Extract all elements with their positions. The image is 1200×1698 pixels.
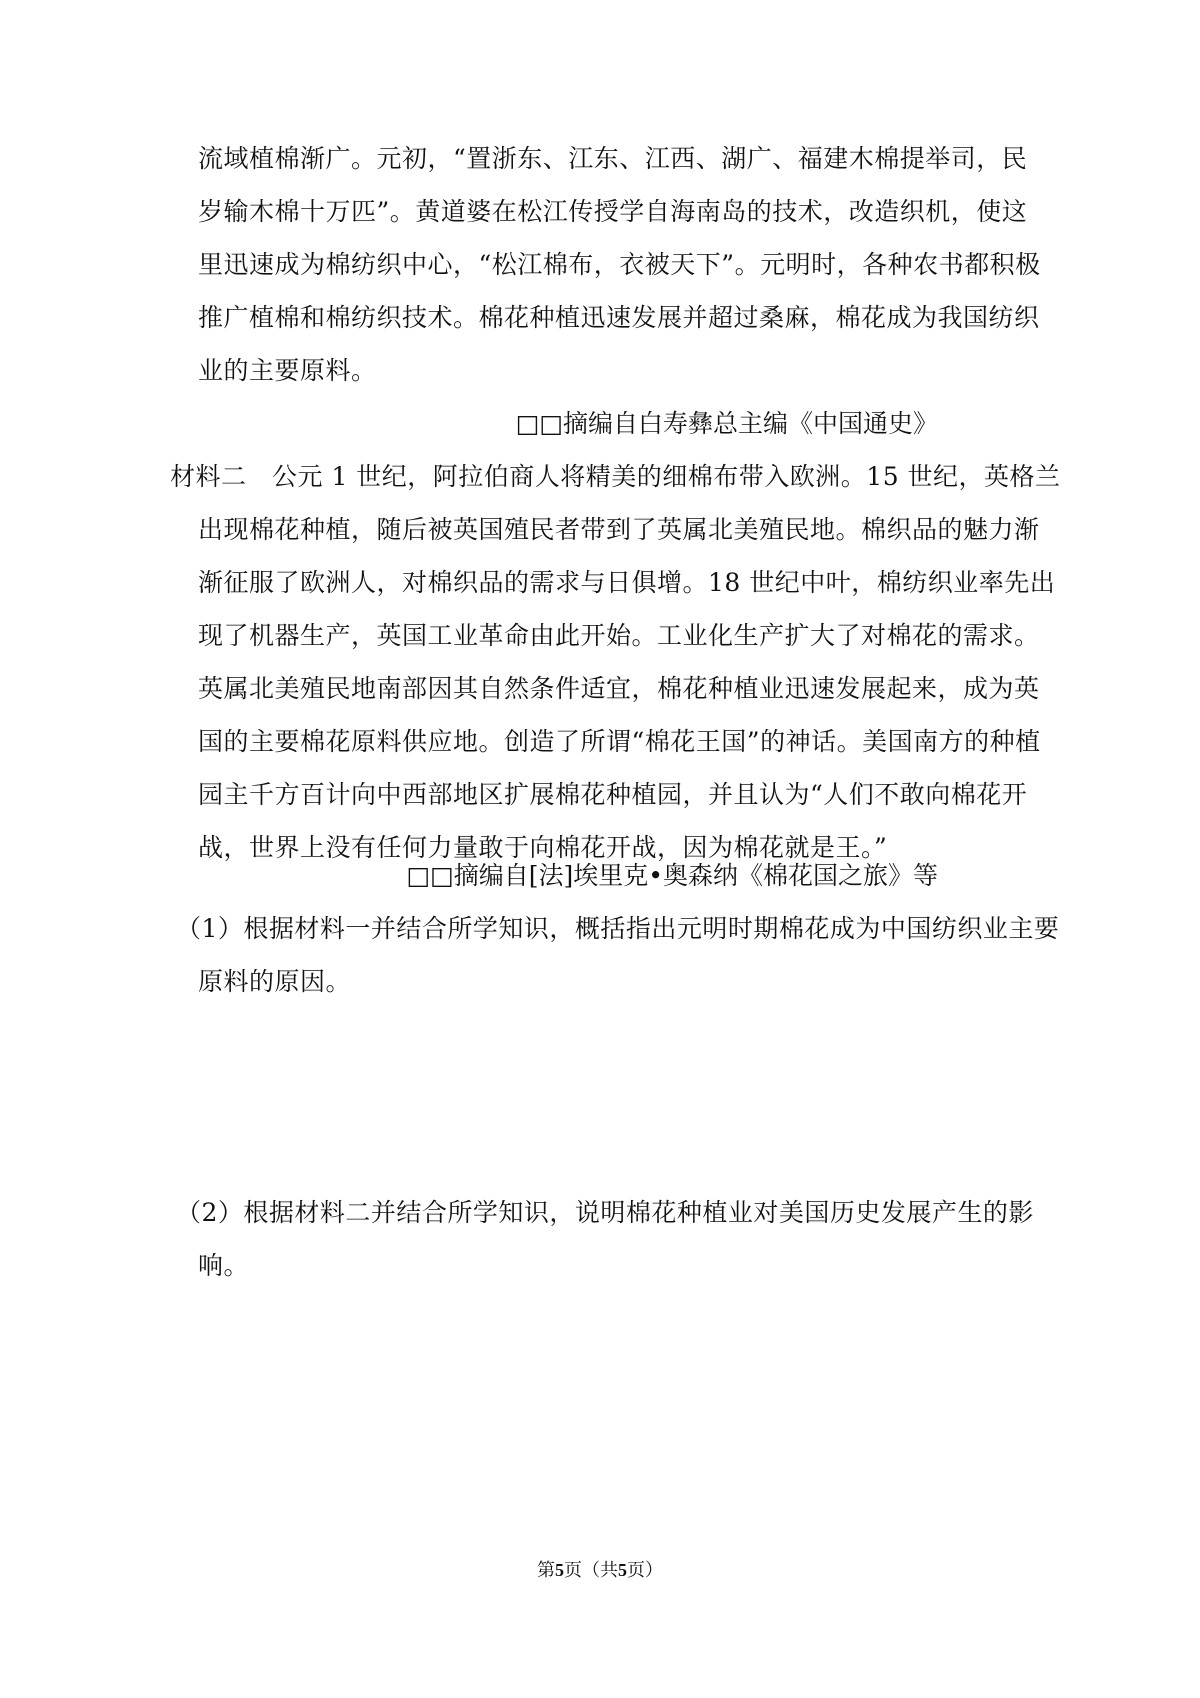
text-line: 里迅速成为棉纺织中心，“松江棉布，衣被天下”。元明时，各种农书都积极 [198,250,1041,279]
text-line: 现了机器生产，英国工业革命由此开始。工业化生产扩大了对棉花的需求。 [198,621,1040,650]
text-line: 渐征服了欧洲人，对棉织品的需求与日俱增。18 世纪中叶，棉纺织业率先出 [198,568,1056,597]
question-2 [176,1186,1034,1292]
footer-total-pages: 5 [618,1560,627,1580]
text-line: 材料二 公元 1 世纪，阿拉伯商人将精美的细棉布带入欧洲。15 世纪，英格兰 [170,462,1061,491]
question-line: （2）根据材料二并结合所学知识，说明棉花种植业对美国历史发展产生的影 [176,1198,1034,1227]
text-line: 出现棉花种植，随后被英国殖民者带到了英属北美殖民地。棉织品的魅力渐 [198,515,1040,544]
footer-suffix: 页） [627,1560,663,1580]
footer-prefix: 第 [537,1560,555,1580]
material1-paragraph [198,132,1041,397]
page-footer [0,1556,1200,1582]
text-line: 推广植棉和棉纺织技术。棉花种植迅速发展并超过桑麻，棉花成为我国纺织 [198,303,1040,332]
question-line: （1）根据材料一并结合所学知识，概括指出元明时期棉花成为中国纺织业主要 [176,914,1060,943]
question-line: 原料的原因。 [198,967,352,996]
text-line: 战，世界上没有任何力量敢于向棉花开战，因为棉花就是王。” [198,833,888,862]
footer-page-number: 5 [555,1560,564,1580]
footer-mid: 页（共 [564,1560,618,1580]
text-line: 国的主要棉花原料供应地。创造了所谓“棉花王国”的神话。美国南方的种植 [198,727,1041,756]
material2-paragraph [170,397,1061,874]
material2-source: □□摘编自[法]埃里克•奥森纳《棉花国之旅》等 [406,861,938,890]
text-line: 岁输木棉十万匹”。黄道婆在松江传授学自海南岛的技术，改造织机，使这 [198,197,1028,226]
text-line: 业的主要原料。 [198,356,377,385]
text-line: 园主千方百计向中西部地区扩展棉花种植园，并且认为“人们不敢向棉花开 [198,780,1028,809]
question-line: 响。 [198,1251,250,1280]
material1-source: □□摘编自白寿彝总主编《中国通史》 [515,409,938,438]
text-line: 英属北美殖民地南部因其自然条件适宜，棉花种植业迅速发展起来，成为英 [198,674,1040,703]
text-line: 流域植棉渐广。元初，“置浙东、江东、江西、湖广、福建木棉提举司，民 [198,144,1028,173]
question-1 [176,902,1059,1008]
